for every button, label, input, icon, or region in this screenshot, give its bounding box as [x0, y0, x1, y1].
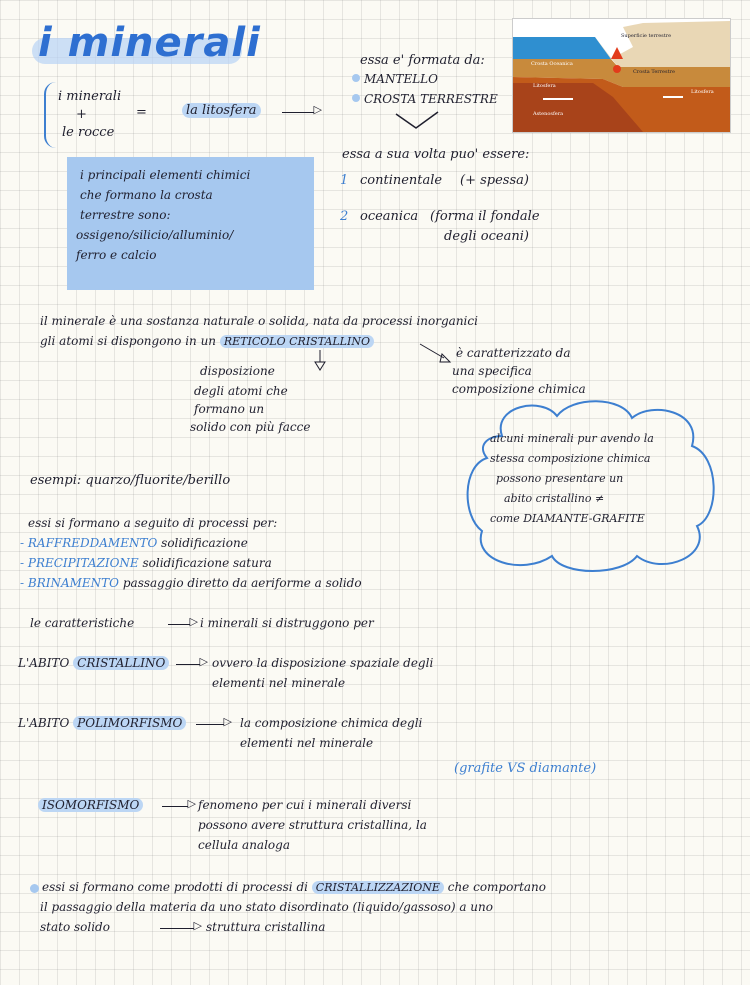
- note-left-line: formano un: [194, 402, 265, 416]
- crust-oceanica: oceanica: [360, 209, 419, 224]
- crust-number-2: 2: [340, 209, 349, 224]
- arrow-polimorfismo: [196, 724, 224, 725]
- cloud-line: possono presentare un: [496, 472, 624, 485]
- cloud-line: stessa composizione chimica: [490, 452, 651, 465]
- arrow-litosfera: [282, 112, 314, 113]
- final-line3a: stato solido: [40, 920, 110, 934]
- characteristics-label: le caratteristiche: [30, 616, 135, 630]
- note-right-line: è caratterizzato da: [456, 346, 571, 360]
- crust-number-1: 1: [340, 173, 349, 188]
- final-line2: il passaggio della materia da uno stato disordinato (liquido/gassoso) a uno: [40, 900, 493, 914]
- arrow-characteristics: [168, 624, 190, 625]
- eq-equals: =: [136, 105, 147, 120]
- diag-label-oceanic: Crosta Oceanica: [531, 61, 573, 67]
- crust-continentale-note: (+ spessa): [460, 173, 529, 188]
- process-brinamento: - BRINAMENTO passaggio diretto da aeriforme a solido: [20, 576, 362, 590]
- box-line: ossigeno/silicio/alluminio/: [76, 228, 234, 242]
- eq-minerali: i minerali: [58, 89, 122, 104]
- crust-oceanica-note2: degli oceani): [444, 229, 529, 244]
- note-left-line: disposizione: [200, 364, 275, 378]
- crust-heading: essa a sua volta puo' essere:: [342, 147, 530, 162]
- graphite-vs-diamond: (grafite VS diamante): [454, 761, 597, 776]
- tectonic-diagram: [512, 18, 731, 133]
- abito-cristallino-def1: ovvero la disposizione spaziale degli: [212, 656, 434, 670]
- eq-litosfera: la litosfera: [182, 102, 261, 120]
- polimorfismo-def2: elementi nel minerale: [240, 736, 374, 750]
- crust-oceanica-note1: (forma il fondale: [430, 209, 540, 224]
- abito-polimorfismo: L'ABITO POLIMORFISMO: [18, 714, 186, 732]
- final-line3b: struttura cristallina: [206, 920, 326, 934]
- diag-label-surface: Superficie terrestre: [621, 33, 672, 39]
- final-line1: essi si formano come prodotti di processi di CRISTALLIZZAZIONE che comportano: [42, 880, 546, 894]
- bullet-dot: [30, 884, 39, 893]
- isomorfismo-def3: cellula analoga: [198, 838, 290, 852]
- arrow-right-down-icon: [418, 340, 454, 366]
- arrow-isomorfismo: [162, 806, 188, 807]
- eq-plus: +: [76, 107, 87, 122]
- isomorfismo-label: ISOMORFISMO: [38, 796, 143, 814]
- note-left-line: degli atomi che: [194, 384, 288, 398]
- formed-crosta: CROSTA TERRESTRE: [364, 92, 498, 106]
- process-raffreddamento: - RAFFREDDAMENTO solidificazione: [20, 536, 248, 550]
- eq-rocce: le rocce: [62, 125, 115, 140]
- abito-cristallino: L'ABITO CRISTALLINO: [18, 654, 169, 672]
- brace: [44, 82, 56, 148]
- formed-mantello: MANTELLO: [364, 72, 438, 86]
- examples: esempi: quarzo/fluorite/berillo: [30, 473, 231, 488]
- abito-cristallino-def2: elementi nel minerale: [212, 676, 346, 690]
- bullet-dot: [352, 74, 360, 82]
- diag-label-terrestrial: Crosta Terrestre: [633, 69, 675, 75]
- cloud-line: abito cristallino ≠: [504, 492, 605, 505]
- box-line: i principali elementi chimici: [80, 168, 251, 182]
- diag-label-litosfera-left: Litosfera: [533, 83, 556, 89]
- arrow-final: [160, 928, 194, 929]
- definition-line1: il minerale è una sostanza naturale o solida, nata da processi inorganici: [40, 314, 478, 328]
- note-left-line: solido con più facce: [190, 420, 311, 434]
- crust-continentale: continentale: [360, 173, 443, 188]
- diag-label-litosfera-right: Litosfera: [691, 89, 714, 95]
- page-title: i minerali: [38, 20, 261, 66]
- note-right-line: una specifica: [452, 364, 532, 378]
- box-line: terrestre sono:: [80, 208, 171, 222]
- bullet-dot: [352, 94, 360, 102]
- formed-heading: essa e' formata da:: [360, 53, 485, 68]
- chevron-down-icon: [392, 110, 444, 132]
- definition-line2: gli atomi si dispongono in un RETICOLO CRISTALLINO: [40, 332, 374, 351]
- arrow-abito-cristallino: [176, 664, 200, 665]
- box-line: che formano la crosta: [80, 188, 213, 202]
- box-line: ferro e calcio: [76, 248, 157, 262]
- note-right-line: composizione chimica: [452, 382, 586, 396]
- characteristics-text: i minerali si distruggono per: [200, 616, 374, 630]
- process-precipitazione: - PRECIPITAZIONE solidificazione satura: [20, 556, 272, 570]
- isomorfismo-def2: possono avere struttura cristallina, la: [198, 818, 427, 832]
- polimorfismo-def1: la composizione chimica degli: [240, 716, 423, 730]
- cloud-line: alcuni minerali pur avendo la: [490, 432, 654, 445]
- diag-label-astenosfera: Astenosfera: [533, 111, 564, 117]
- isomorfismo-def1: fenomeno per cui i minerali diversi: [198, 798, 412, 812]
- arrow-down-icon: [310, 350, 330, 372]
- cloud-line: come DIAMANTE-GRAFITE: [490, 512, 645, 525]
- processes-heading: essi si formano a seguito di processi per:: [28, 516, 278, 530]
